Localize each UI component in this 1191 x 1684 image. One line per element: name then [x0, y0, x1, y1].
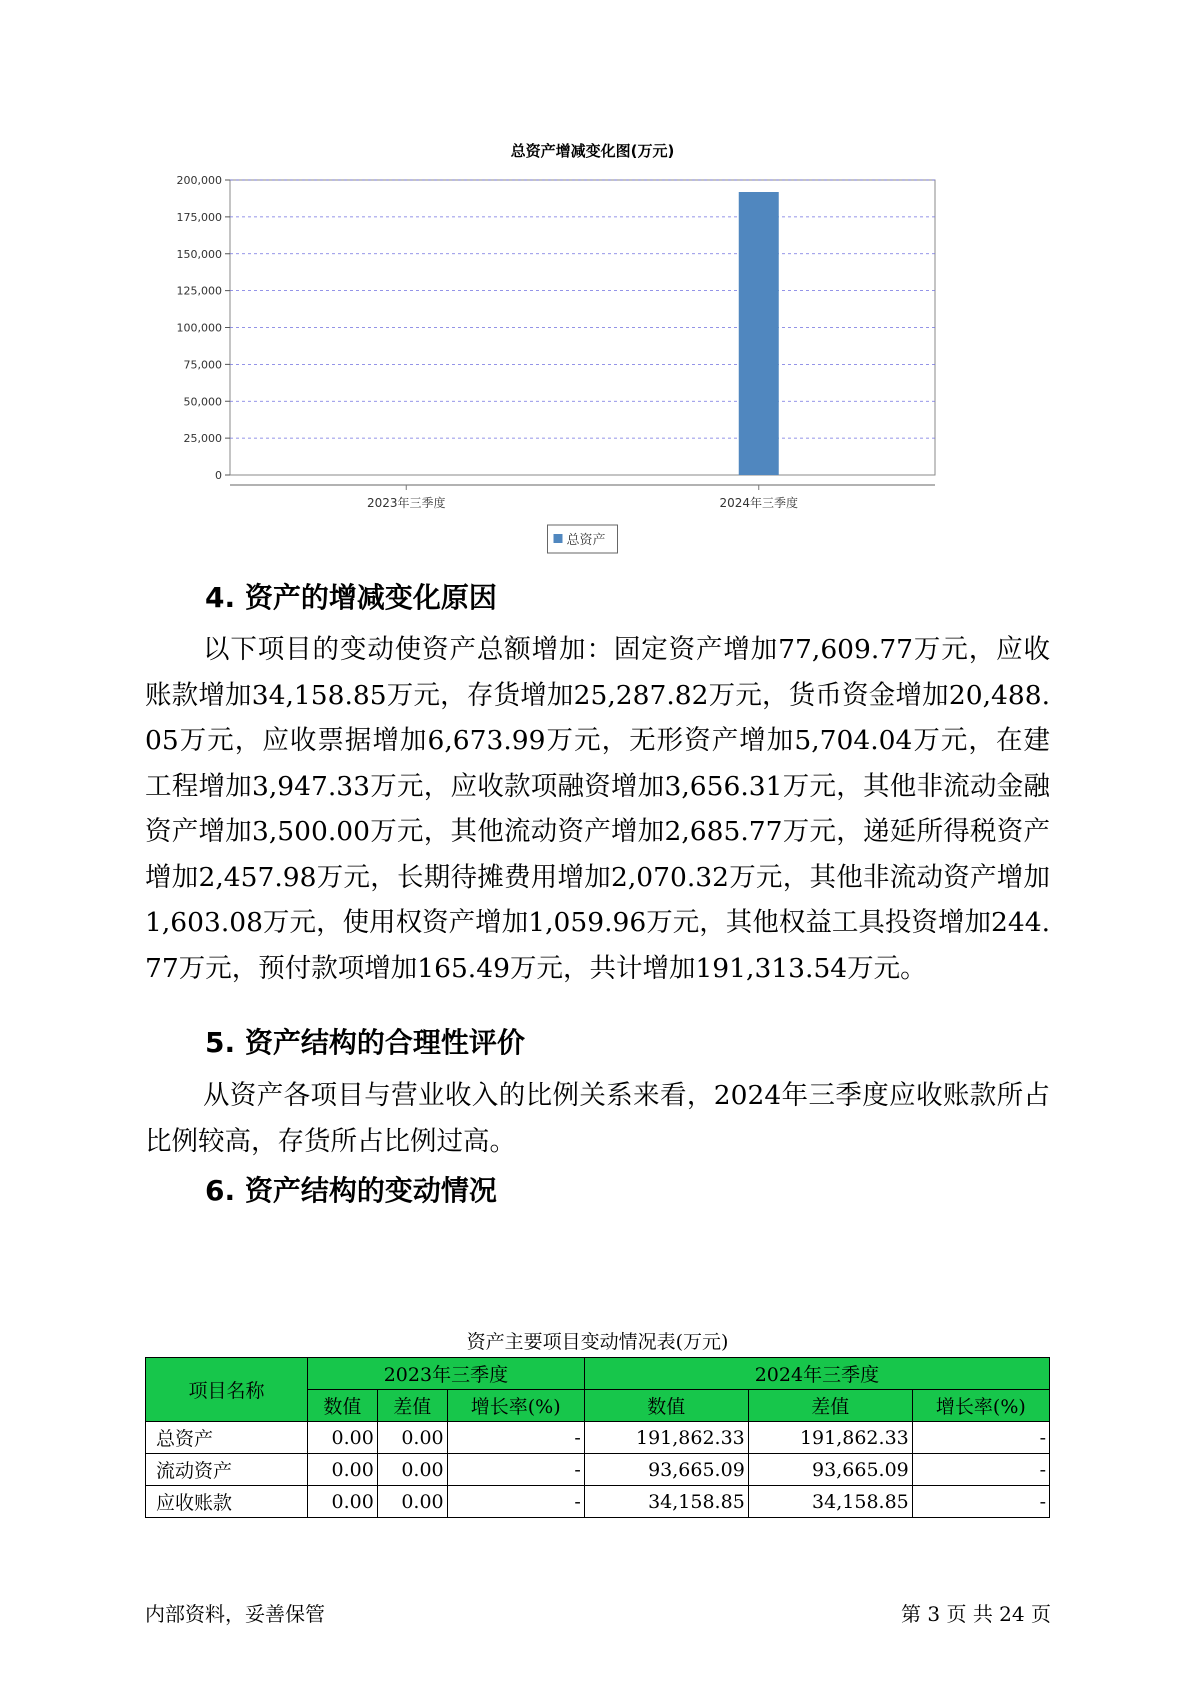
subheader-diff: 差值: [748, 1390, 912, 1422]
subheader-value: 数值: [584, 1390, 748, 1422]
cell-value: 191,862.33: [584, 1422, 748, 1454]
y-tick-label: 0: [215, 469, 222, 482]
row-name: 流动资产: [146, 1454, 308, 1486]
cell-value: 34,158.85: [584, 1486, 748, 1518]
cell-diff: 93,665.09: [748, 1454, 912, 1486]
legend-label: 总资产: [566, 533, 606, 548]
table-row: [146, 1422, 1050, 1454]
footer-confidential: 内部资料，妥善保管: [145, 1602, 325, 1626]
cell-value: 0.00: [308, 1486, 378, 1518]
table-row: [146, 1454, 1050, 1486]
footer-page-number: 第 3 页 共 24 页: [901, 1602, 1051, 1626]
subheader-growth: 增长率(%): [912, 1390, 1049, 1422]
section-4-heading: 4. 资产的增减变化原因: [205, 581, 497, 614]
plot-area: [230, 180, 935, 475]
row-name: 应收账款: [146, 1486, 308, 1518]
cell-growth: -: [447, 1422, 584, 1454]
y-tick-label: 150,000: [176, 247, 222, 261]
subheader-growth: 增长率(%): [447, 1390, 584, 1422]
y-tick-label: 100,000: [176, 321, 222, 335]
cell-diff: 191,862.33: [748, 1422, 912, 1454]
bar: [739, 192, 779, 475]
x-tick-label: 2023年三季度: [366, 496, 446, 510]
y-tick-label: 125,000: [176, 284, 222, 298]
y-tick-label: 200,000: [176, 174, 222, 187]
cell-growth: -: [912, 1454, 1049, 1486]
y-tick-label: 50,000: [183, 395, 222, 409]
subheader-diff: 差值: [377, 1390, 447, 1422]
x-tick-label: 2024年三季度: [719, 496, 799, 510]
table-caption: 资产主要项目变动情况表(万元): [466, 1331, 729, 1353]
cell-growth: -: [912, 1422, 1049, 1454]
table-row: [146, 1486, 1050, 1518]
section-5-paragraph: 从资产各项目与营业收入的比例关系来看，2024年三季度应收账款所占比例较高，存货所占比例过高。: [145, 1080, 1050, 1157]
cell-diff: 0.00: [377, 1486, 447, 1518]
chart-title: 总资产增减变化图(万元): [510, 142, 675, 160]
cell-diff: 34,158.85: [748, 1486, 912, 1518]
y-tick-label: 75,000: [183, 358, 222, 372]
section-4-paragraph: 以下项目的变动使资产总额增加：固定资产增加77,609.77万元，应收账款增加34,158.85万元，存货增加25,287.82万元，货币资金增加20,488.05万元，应收票据增加6,673.99万元，无形资产增加5,704.04万元，在建工程增加3,947.33万元，应收款项融资增加3,656.31万元，其他非流动金融资产增加3,500.00万元，其他流动资产增加2,685.77万元，递延所得税资产增加2,457.98万元，长期待摊费用增加2,070.32万元，其他非流动资产增加1,603.08万元，使用权资产增加1,059.96万元，其他权益工具投资增加244.77万元，预付款项增加165.49万元，共计增加191,313.54万元。: [145, 634, 1050, 984]
subheader-value: 数值: [308, 1390, 378, 1422]
section-5-heading: 5. 资产结构的合理性评价: [205, 1026, 525, 1059]
y-tick-label: 25,000: [183, 432, 222, 446]
cell-growth: -: [447, 1486, 584, 1518]
cell-value: 0.00: [308, 1454, 378, 1486]
y-tick-label: 175,000: [176, 210, 222, 224]
bar-chart: [150, 140, 1030, 600]
cell-diff: 0.00: [377, 1454, 447, 1486]
header-period-2024: 2024年三季度: [584, 1358, 1049, 1390]
header-period-2023: 2023年三季度: [308, 1358, 585, 1390]
row-name: 总资产: [146, 1422, 308, 1454]
cell-value: 93,665.09: [584, 1454, 748, 1486]
cell-diff: 0.00: [377, 1422, 447, 1454]
cell-growth: -: [447, 1454, 584, 1486]
asset-change-table: [145, 1357, 1050, 1518]
legend-swatch: [554, 534, 563, 543]
header-item-name: 项目名称: [146, 1358, 308, 1422]
cell-growth: -: [912, 1486, 1049, 1518]
section-6-heading: 6. 资产结构的变动情况: [205, 1174, 497, 1207]
total-assets-chart: [150, 140, 1030, 600]
cell-value: 0.00: [308, 1422, 378, 1454]
